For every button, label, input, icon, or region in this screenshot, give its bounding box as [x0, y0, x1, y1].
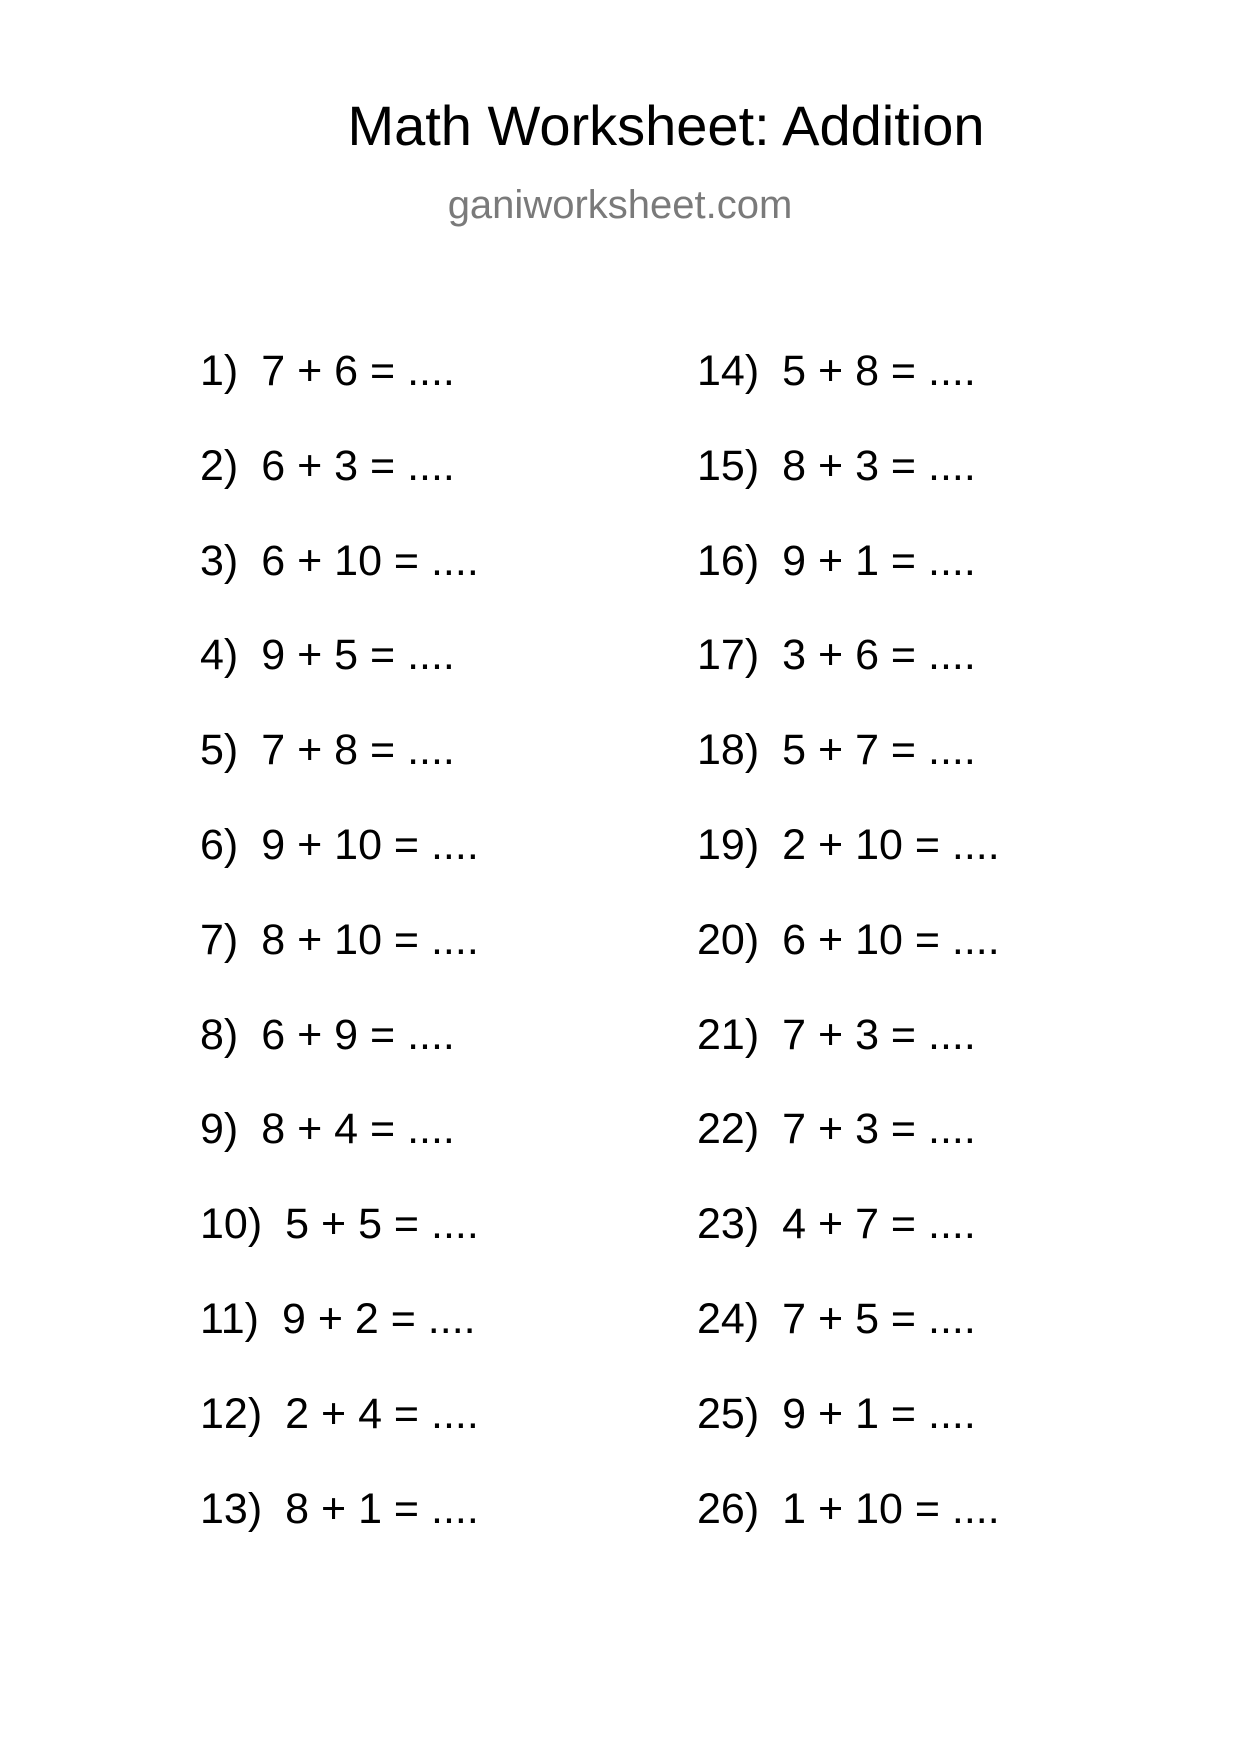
problem-number: 9): [200, 1105, 239, 1154]
problem-expression: 4 + 7 = ....: [782, 1200, 976, 1249]
problem-number: 2): [200, 441, 239, 490]
problem-expression: 9 + 1 = ....: [782, 1389, 976, 1438]
problem-number: 8): [200, 1010, 239, 1059]
problem-item: [200, 820, 479, 919]
problem-number: 12): [200, 1389, 263, 1438]
problem-item: [697, 915, 1000, 1014]
problem-expression: 9 + 5 = ....: [261, 631, 455, 680]
problem-item: [697, 631, 1000, 729]
problem-number: 26): [697, 1484, 760, 1533]
problem-expression: 5 + 7 = ....: [782, 726, 976, 775]
problem-expression: 9 + 1 = ....: [782, 536, 976, 585]
problem-item: [697, 726, 1000, 824]
problem-item: [200, 1389, 479, 1488]
problem-number: 18): [697, 726, 760, 775]
problem-number: 17): [697, 631, 760, 680]
problem-number: 14): [697, 347, 760, 395]
problem-number: 22): [697, 1105, 760, 1154]
problem-column-right: [697, 347, 1000, 1582]
problem-number: 25): [697, 1389, 760, 1438]
problem-number: 20): [697, 915, 760, 964]
problem-item: [697, 347, 1000, 445]
problem-number: 1): [200, 347, 239, 395]
problem-number: 5): [200, 726, 239, 775]
problem-expression: 5 + 5 = ....: [285, 1200, 479, 1249]
problem-expression: 8 + 10 = ....: [261, 915, 479, 964]
problem-item: [200, 1294, 479, 1393]
problem-expression: 8 + 1 = ....: [285, 1484, 479, 1533]
problem-expression: 6 + 9 = ....: [261, 1010, 455, 1059]
problem-expression: 7 + 6 = ....: [261, 347, 455, 395]
problem-expression: 1 + 10 = ....: [782, 1484, 1000, 1533]
problem-expression: 8 + 3 = ....: [782, 441, 976, 490]
problem-item: [697, 1484, 1000, 1583]
problem-expression: 9 + 10 = ....: [261, 820, 479, 869]
problem-item: [200, 1010, 479, 1109]
problem-item: [697, 820, 1000, 919]
problem-expression: 7 + 3 = ....: [782, 1105, 976, 1154]
problem-number: 3): [200, 536, 239, 585]
problem-expression: 7 + 3 = ....: [782, 1010, 976, 1059]
problem-item: [200, 347, 479, 445]
problem-number: 13): [200, 1484, 263, 1533]
problem-column-left: [200, 347, 479, 1582]
problem-item: [200, 631, 479, 729]
problem-item: [200, 1105, 479, 1203]
problem-item: [697, 536, 1000, 635]
problem-number: 19): [697, 820, 760, 869]
problem-expression: 9 + 2 = ....: [281, 1294, 476, 1343]
problem-number: 11): [200, 1294, 259, 1343]
problem-expression: 5 + 8 = ....: [782, 347, 976, 395]
problem-expression: 3 + 6 = ....: [782, 631, 976, 680]
problem-item: [200, 536, 479, 635]
problem-item: [200, 1200, 479, 1298]
problem-number: 16): [697, 536, 760, 585]
problem-expression: 2 + 10 = ....: [782, 820, 1000, 869]
problem-number: 4): [200, 631, 239, 680]
problem-expression: 2 + 4 = ....: [285, 1389, 479, 1438]
problem-expression: 6 + 10 = ....: [782, 915, 1000, 964]
problem-expression: 7 + 8 = ....: [261, 726, 455, 775]
source-website: ganiworksheet.com: [447, 183, 793, 227]
worksheet-title: Math Worksheet: Addition: [347, 94, 985, 157]
problem-number: 7): [200, 915, 239, 964]
problem-number: 15): [697, 441, 760, 490]
problem-item: [697, 1389, 1000, 1488]
problem-expression: 6 + 3 = ....: [261, 441, 455, 490]
problem-item: [200, 915, 479, 1014]
problem-item: [697, 1105, 1000, 1203]
problem-item: [697, 1294, 1000, 1393]
problem-item: [200, 726, 479, 824]
problem-item: [200, 441, 479, 540]
problem-item: [697, 1200, 1000, 1298]
problem-expression: 6 + 10 = ....: [261, 536, 479, 585]
problem-number: 24): [697, 1294, 760, 1343]
problem-number: 23): [697, 1200, 760, 1249]
problem-item: [200, 1484, 479, 1583]
problem-item: [697, 1010, 1000, 1109]
problem-number: 21): [697, 1010, 760, 1059]
problem-expression: 8 + 4 = ....: [261, 1105, 455, 1154]
problem-number: 6): [200, 820, 239, 869]
problem-number: 10): [200, 1200, 263, 1249]
problem-item: [697, 441, 1000, 540]
problem-expression: 7 + 5 = ....: [782, 1294, 976, 1343]
